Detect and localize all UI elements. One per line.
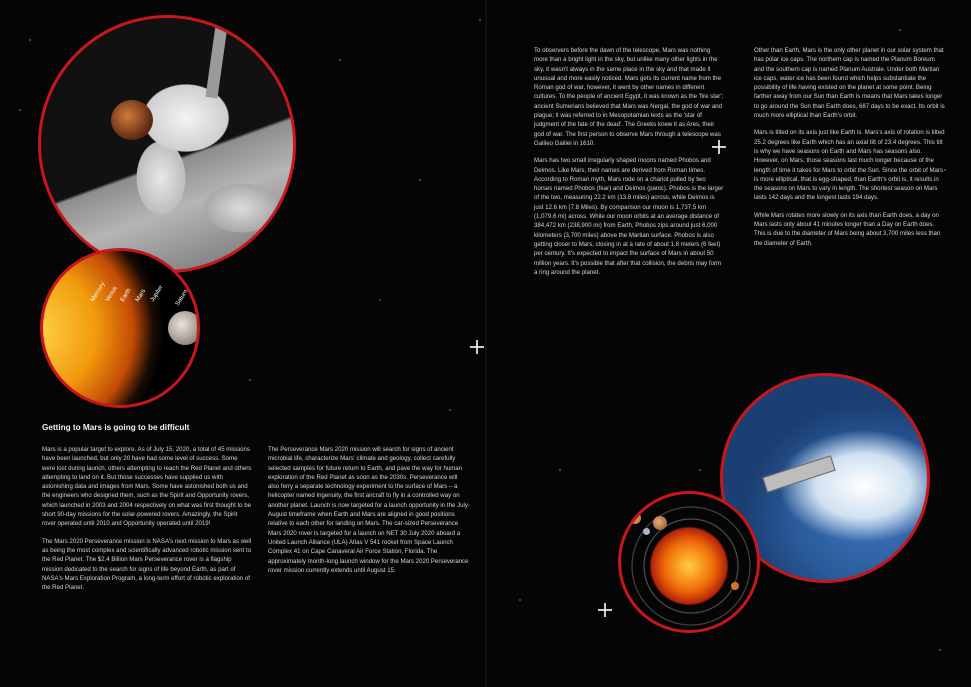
text-column-2 [268,445,470,583]
sun-planets-lineup-photo [40,248,200,408]
grey-planet [168,311,200,345]
planet-dot [629,512,641,524]
paragraph: Mars is tilted on its axis just like Earth is. Mars's axis of rotation is tilted 25.2 degrees like Earth which has an axial tilt of 23.4 degrees. This tilt is why we have seasons on Earth and Mars has seasons also. However, on Mars, those seasons last much longer because of the length of time it takes for Mars to orbit the Sun. Since the orbit of Mars is more elliptical, that is egg-shaped, than Earth's orbit is, it results in the seasons on Mars to vary in length. The shortest season on Mars lasts 142 days and the longest lasts 194 days. [754,129,945,202]
planet-label-mars: Mars [134,288,148,303]
paragraph: Mars is a popular target to explore. As of July 15, 2020, a total of 45 missions have been launched, but only 20 have had some level of success. Some were lost during launch, others attempting to reach the Red Planet and others attempting to land on it. But those successes have supplied us with astonishing data and images from Mars. Some have astonished both us and the engineers who designed them, such as the Spirit and Opportunity rovers, which launched in 2003 and 2004 respectively on what was first thought to be short 90-day missions for the solar-powered rovers. Amazingly, the Spirit rover operated until 2010 and Opportunity operated until 2019! [42,446,252,528]
text-column-1 [42,445,252,600]
paragraph: To observers before the dawn of the telescope, Mars was nothing more than a bright light in the sky, but unlike many other lights in the sky, it wasn't always in the same place in the sky and that made it unusual and more easily noticed. Mars gets its current name from the Roman god of war, however, it went by other names in different cultures. To the people of ancient Egypt, it was known as the 'fire star'; ancient Sumerians believed that Mars was Nergal, the god of war and plague; it was referred to in Mesopotamian texts as the 'star of judgment of the fate of the dead'. The Greeks knew it as Ares, their god of war. The first person to observe Mars through a telescope was Galileo Galilei in 1610. [534,47,724,147]
star-flare-icon [598,603,612,617]
paragraph: While Mars rotates more slowly on its axis than Earth does, a day on Mars lasts only about 41 minutes longer than a Day on Earth does. This is due to the diameter of Mars being about 3,700 miles less than the diameter of Earth. [754,211,941,247]
station-truss [205,18,228,99]
planet-label-saturn: Saturn [174,288,190,307]
planet-label-jupiter: Jupiter [149,284,165,303]
planet-label-mercury: Mercury [89,281,107,303]
planet-dot [643,528,650,535]
astronaut-spacewalk-photo [38,15,296,273]
paragraph: The Mars 2020 Perseverance mission is NASA's next mission to Mars as well as being the most complex and scientifically advanced robotic mission sent to the Red Planet. The $2.4 Billion Mars Perseverance rover is a flagship mission dedicated to the search for signs of life beyond Earth, as part of NASA's Mars Exploration Program, a long-term effort of robotic exploration of the Red Planet. [42,537,252,592]
planet-label-earth: Earth [119,287,133,303]
small-planet-icon [653,516,667,530]
article-heading: Getting to Mars is going to be difficult [42,423,190,432]
text-column-4 [754,46,946,256]
helmet-visor [111,100,153,140]
planet-label-venus: Venus [104,285,119,303]
paragraph: Other than Earth, Mars is the only other planet in our solar system that has polar ice caps. The northern cap is named the Planum Boreum and the southern cap is named Planum Australe. Under both Martian ice caps, water ice has been found which helps substantiate the possibility of life having existed on the planet at some point. Being farther away from our Sun than Earth is means that Mars takes longer to go around the Sun than Earth does, 687 days to be exact. Its orbit is much more elliptical than Earth's orbit. [754,47,945,120]
paragraph: Mars has two small irregularly shaped moons named Phobos and Deimos. Like Mars, their names are derived from Roman times. According to Roman myth, Mars rode on a chariot pulled by two horses named Phobos (fear) and Deimos (panic). Phobos is the larger of the two, measuring 22.2 km (13.8 miles) across, while Deimos is just 12.6 km (7.8 Miles). By comparison our moon is 1,737.5 km (1,079.6 mi) across. While our moon orbits at an average distance of 384,472 km (238,900 mi) from Earth, Phobos zips around just 6,000 kilometers (3,700 miles) above the Martian surface. Phobos is also getting closer to Mars, closing in at a rate of about 1.8 meters (6 feet) per century. It's expected to impact the surface of Mars in about 50 million years. It's possible that after that collision, the debris may form a ring around the planet. [534,157,724,276]
planet-dot [731,582,739,590]
text-column-3 [534,46,724,285]
page-gutter [484,0,488,687]
sun-planet-orbits-photo [618,491,760,633]
satellite [762,455,835,492]
paragraph: The Perseverance Mars 2020 mission will search for signs of ancient microbial life, characterize Mars' climate and geology, collect carefully selected samples for future return to Earth, and pave the way for human exploration of the Red Planet as soon as the 2030s. Perseverance will also ferry a separate technology experiment to the surface of Mars – a helicopter named Ingenuity, the first aircraft to fly in a controlled way on another planet. Launch is now targeted for a launch opportunity in the July-August timeframe when Earth and Mars are aligned in good positions relative to each other for landing on Mars. The car-sized Perseverance Mars 2020 rover is targeted for a launch on NET 30 July 2020 aboard a United Launch Alliance (ULA) Atlas V 541 rocket from Space Launch Complex 41 on Cape Canaveral Air Force Station, Florida. The approximately month-long launch window for the Mars 2020 Perseverance rover mission currently extends until August 15. [268,446,470,574]
star-flare-icon [470,340,484,354]
